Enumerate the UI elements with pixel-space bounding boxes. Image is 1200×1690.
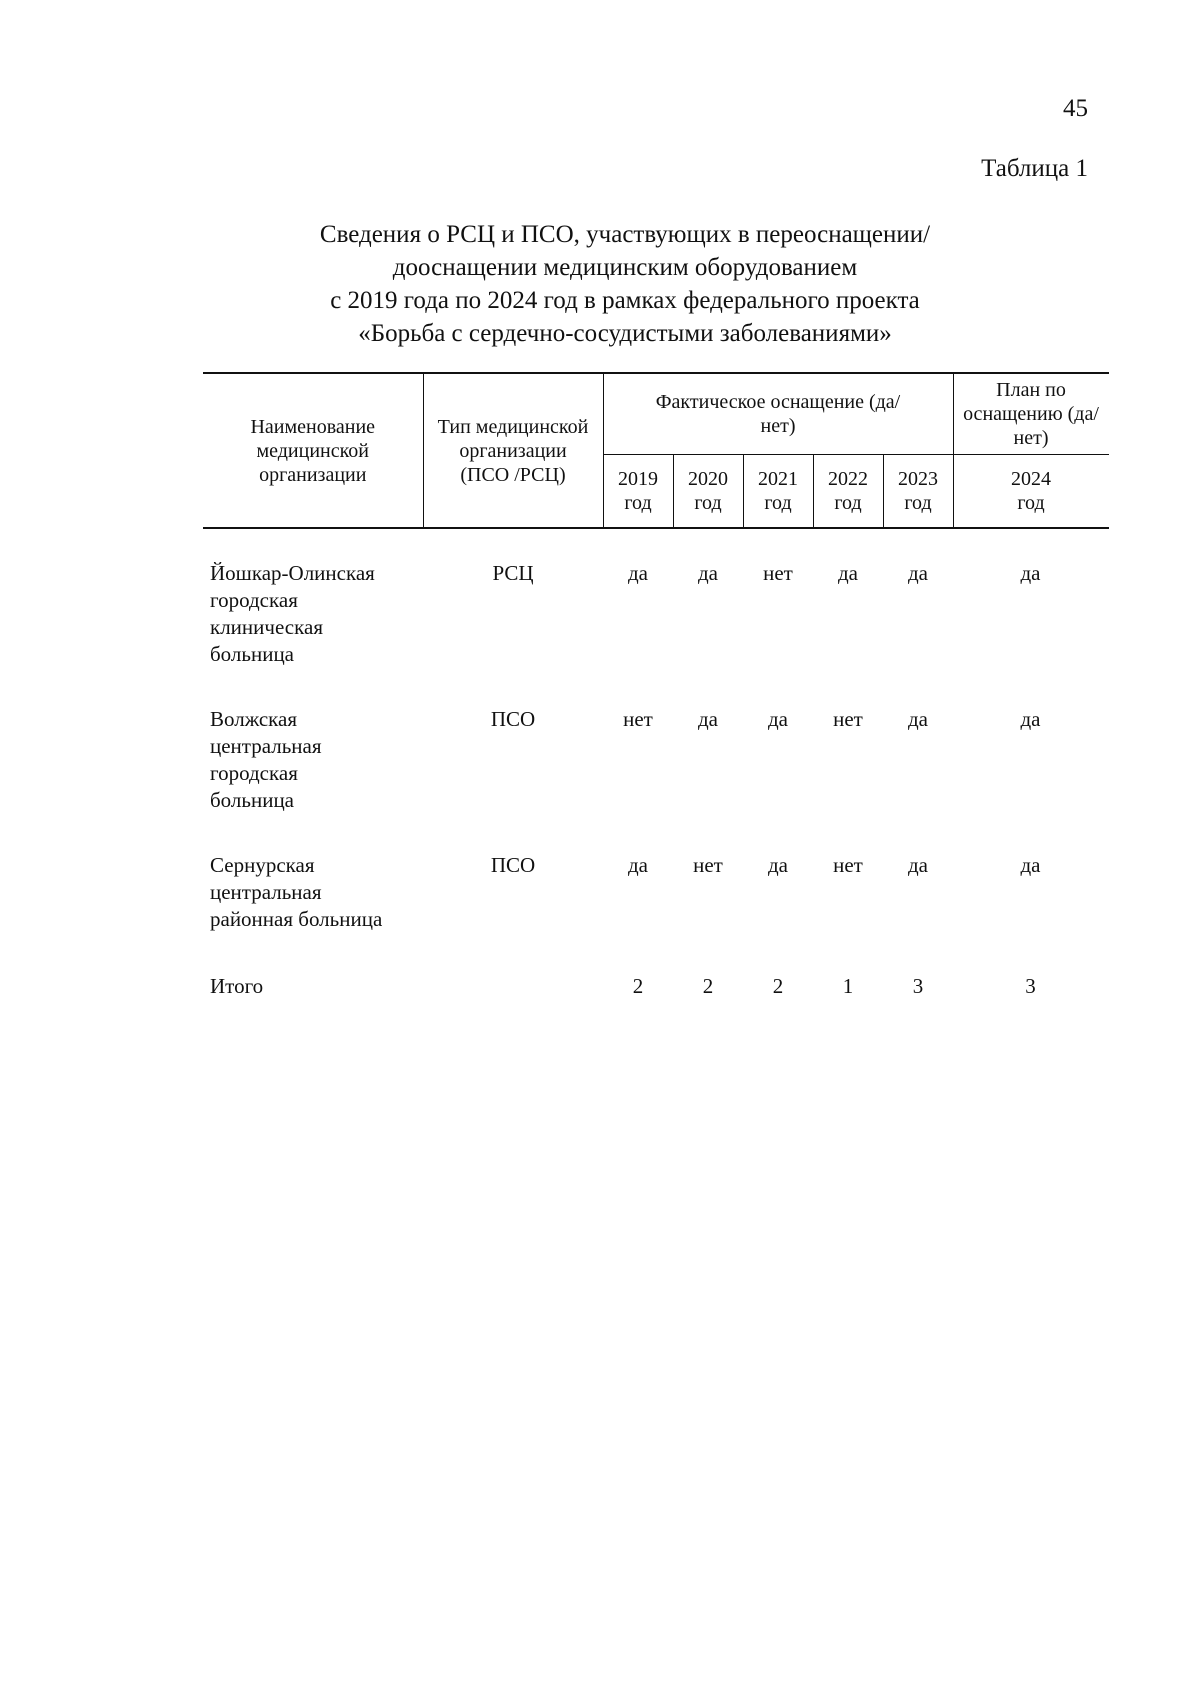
value-2019: нет — [623, 707, 653, 731]
value-2023: да — [907, 561, 928, 585]
header-year-2019: 2019 год — [603, 455, 673, 529]
value-2023: да — [907, 853, 928, 877]
header-year-2023: 2023 год — [883, 455, 953, 529]
total-2022: 1 — [842, 974, 854, 998]
header-plan-group: План по оснащению (да/нет) — [953, 373, 1109, 455]
org-type: ПСО — [490, 707, 536, 731]
header-org-name: Наименование медицинской организации — [203, 373, 423, 528]
table-row — [203, 852, 1108, 971]
org-name: Волжская центральная городская больница — [210, 707, 322, 812]
total-type-empty — [423, 971, 603, 1000]
org-name: Сернурская центральная районная больница — [210, 853, 383, 931]
document-title — [190, 218, 1060, 350]
table-row — [203, 560, 1108, 706]
page-number: 45 — [1063, 95, 1088, 122]
org-type: РСЦ — [492, 561, 534, 585]
org-name: Йошкар-Олинская городская клиническая больница — [210, 561, 375, 666]
value-2024: да — [1020, 853, 1041, 877]
header-org-type: Тип медицинской организации (ПСО /РСЦ) — [423, 373, 603, 528]
title-line: дооснащении медицинским оборудованием — [392, 254, 858, 281]
value-2022: да — [837, 561, 858, 585]
value-2023: да — [907, 707, 928, 731]
header-year-2022: 2022 год — [813, 455, 883, 529]
total-2023: 3 — [912, 974, 924, 998]
value-2019: да — [627, 561, 648, 585]
value-2020: да — [697, 707, 718, 731]
total-2021: 2 — [772, 974, 784, 998]
header-actual-group: Фактическое оснащение (да/нет) — [603, 373, 953, 455]
table-body — [203, 560, 1108, 1000]
total-label: Итого — [210, 974, 264, 998]
value-2020: да — [697, 561, 718, 585]
value-2019: да — [627, 853, 648, 877]
header-year-2021: 2021 год — [743, 455, 813, 529]
value-2024: да — [1020, 707, 1041, 731]
value-2020: нет — [693, 853, 723, 877]
total-2020: 2 — [702, 974, 714, 998]
value-2021: нет — [763, 561, 793, 585]
header-year-2020: 2020 год — [673, 455, 743, 529]
org-type: ПСО — [490, 853, 536, 877]
value-2024: да — [1020, 561, 1041, 585]
table-label: Таблица 1 — [981, 155, 1088, 182]
total-2019: 2 — [632, 974, 644, 998]
value-2021: да — [767, 707, 788, 731]
table-row — [203, 706, 1108, 852]
value-2022: нет — [833, 707, 863, 731]
title-line: Сведения о РСЦ и ПСО, участвующих в переоснащении/ — [319, 221, 931, 248]
table-header — [203, 372, 1109, 529]
value-2022: нет — [833, 853, 863, 877]
title-line: «Борьба с сердечно-сосудистыми заболеваниями» — [358, 320, 892, 347]
total-2024: 3 — [1025, 974, 1036, 998]
title-line: с 2019 года по 2024 год в рамках федерального проекта — [330, 287, 920, 314]
value-2021: да — [767, 853, 788, 877]
total-row — [203, 971, 1108, 1000]
header-year-2024: 2024 год — [953, 455, 1109, 529]
